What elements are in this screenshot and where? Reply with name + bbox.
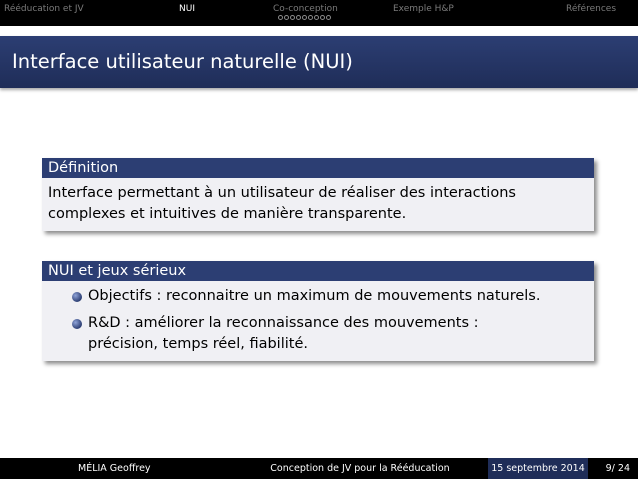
bullet-icon xyxy=(72,292,82,302)
nav-dot[interactable] xyxy=(284,15,289,20)
definition-block-title: Définition xyxy=(42,158,594,178)
nav-section-reeducation[interactable]: Rééducation et JV xyxy=(4,4,84,14)
nav-section-co-conception[interactable]: Co-conception xyxy=(273,4,338,14)
title-bar xyxy=(0,36,638,88)
footer-author xyxy=(0,458,232,479)
footer-page-number xyxy=(588,458,638,479)
nav-dot[interactable] xyxy=(326,15,331,20)
page-number-text: 9/ 24 xyxy=(605,463,630,474)
nav-section-nui[interactable]: NUI xyxy=(179,4,195,14)
nav-section-references[interactable]: Références xyxy=(566,4,617,14)
footer-talk-title: Conception de JV pour la Rééducation xyxy=(232,458,488,479)
slide-title: Interface utilisateur naturelle (NUI) xyxy=(12,50,353,73)
list-item xyxy=(48,286,588,307)
footer-date: 15 septembre 2014 xyxy=(488,458,588,479)
nav-dot[interactable] xyxy=(320,15,325,20)
list-item-text: précision, temps réel, fiabilité. xyxy=(88,336,308,352)
list-item-text: R&D : améliorer la reconnaissance des mouvements : xyxy=(88,315,479,331)
bullet-list xyxy=(48,286,588,355)
nav-dot[interactable] xyxy=(314,15,319,20)
nui-block-title: NUI et jeux sérieux xyxy=(42,261,594,281)
nav-section-exemple[interactable]: Exemple H&P xyxy=(393,4,454,14)
nav-dot[interactable] xyxy=(302,15,307,20)
nav-dot[interactable] xyxy=(290,15,295,20)
definition-block xyxy=(42,158,594,231)
list-item xyxy=(48,313,588,355)
section-progress-dots xyxy=(278,15,331,20)
footer xyxy=(0,458,638,479)
bullet-icon xyxy=(72,319,82,329)
nav-dot[interactable] xyxy=(308,15,313,20)
nav-dot[interactable] xyxy=(278,15,283,20)
definition-block-body xyxy=(42,178,594,231)
definition-text-line: Interface permettant à un utilisateur de réaliser des interactions xyxy=(48,185,516,201)
section-navigation-bar xyxy=(0,0,638,26)
list-item-text: Objectifs : reconnaitre un maximum de mouvements naturels. xyxy=(88,288,541,304)
nui-block-body xyxy=(42,281,594,361)
definition-text-line: complexes et intuitives de manière transparente. xyxy=(48,206,407,222)
nav-dot[interactable] xyxy=(296,15,301,20)
nui-serious-games-block xyxy=(42,261,594,361)
footer-author-text: MÉLIA Geoffrey xyxy=(78,463,151,474)
